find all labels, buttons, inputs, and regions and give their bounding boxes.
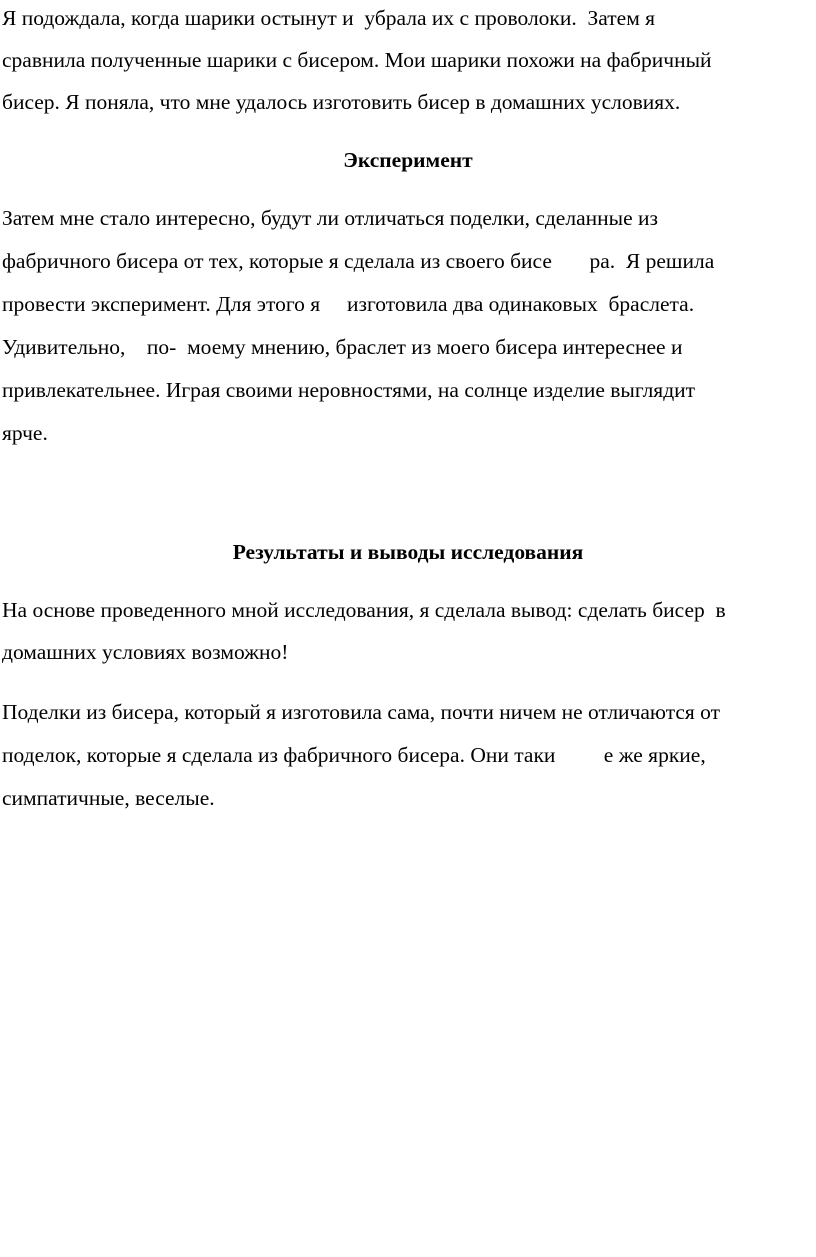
text-line: симпатичные, веселые. [2,786,215,810]
text-line: домашних условиях возможно! [2,640,289,664]
text-line: Затем мне стало интересно, будут ли отличаться поделки, сделанные из [2,206,658,230]
text-line: На основе проведенного мной исследования, я сделала вывод: сделать бисер в [2,598,726,622]
text-line: провести эксперимент. Для этого я изготовила два одинаковых браслета. [2,292,695,316]
section-heading-results: Результаты и выводы исследования [232,540,584,564]
text-line: фабричного бисера от тех, которые я сделала из своего бисе ра. Я решила [2,249,715,273]
text-line: поделок, которые я сделала из фабричного бисера. Они таки е же яркие, [2,743,706,767]
text-line: привлекательнее. Играя своими неровностями, на солнце изделие выглядит [2,378,696,402]
text-line: Я подождала, когда шарики остынут и убрала их с проволоки. Затем я [2,6,656,30]
text-line: ярче. [2,421,48,445]
text-line: бисер. Я поняла, что мне удалось изготовить бисер в домашних условиях. [2,90,681,114]
text-line: Удивительно, по- моему мнению, браслет из моего бисера интереснее и [2,335,683,359]
text-line: сравнила полученные шарики с бисером. Мои шарики похожи на фабричный [2,48,712,72]
section-heading-experiment: Эксперимент [343,148,473,172]
text-line: Поделки из бисера, который я изготовила сама, почти ничем не отличаются от [2,700,721,724]
